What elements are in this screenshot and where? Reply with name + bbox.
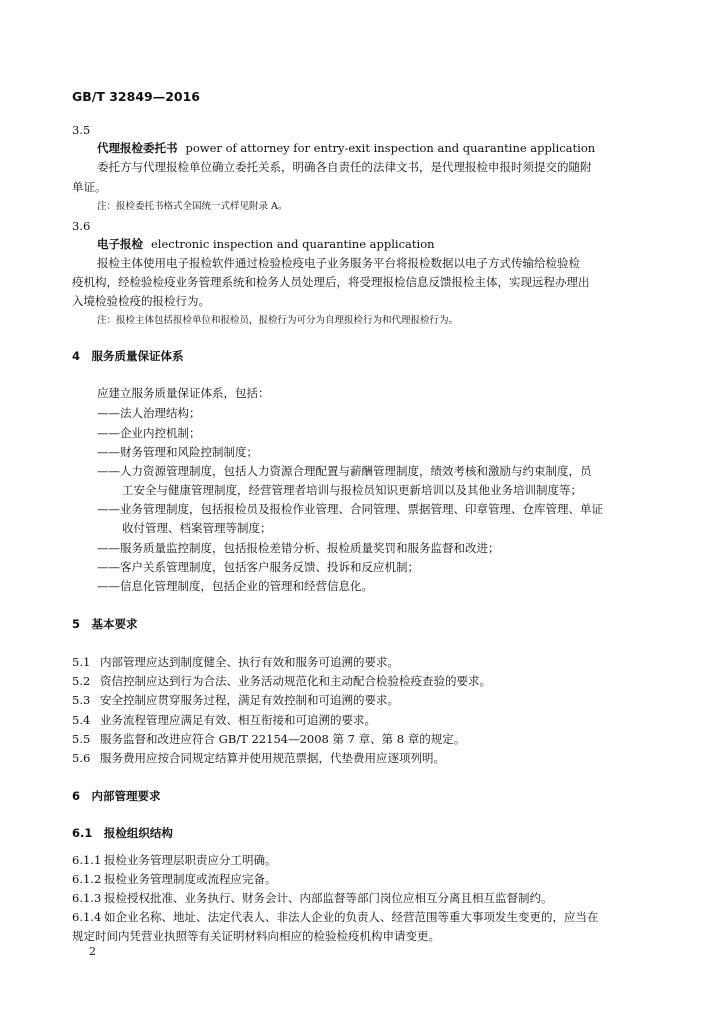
clause-text: 如企业名称、地址、法定代表人、非法人企业的负责人、经营范围等重大事项发生变更的，应当在	[104, 910, 599, 924]
clause-5-6	[72, 750, 445, 766]
clause-6-1-4	[72, 909, 599, 925]
section-4-item-continuation: 工安全与健康管理制度，经营管理者培训与报检员知识更新培训以及其他业务培训制度等；	[122, 483, 582, 497]
clause-number: 5.6	[72, 751, 91, 765]
clause-text: 服务监督和改进应符合 GB/T 22154—2008 第 7 章、第 8 章的规定。	[100, 732, 466, 746]
clause-number: 6.1.4	[72, 910, 102, 924]
clause-5-4	[72, 712, 376, 728]
standard-code-header: GB/T 32849—2016	[72, 89, 201, 104]
section-4-item: ——服务质量监控制度，包括报检差错分析、报检质量奖罚和服务监督和改进；	[97, 541, 500, 555]
def-3-5-body-line1: 委托方与代理报检单位确立委托关系，明确各自责任的法律文书，是代理报检申报时须提交的随附	[97, 160, 592, 174]
page-number: 2	[89, 945, 96, 958]
def-3-5-number: 3.5	[72, 123, 91, 137]
clause-text: 报检业务管理制度或流程应完备。	[104, 872, 277, 886]
clause-text: 报检业务管理层职责应分工明确。	[104, 853, 277, 867]
clause-text: 内部管理应达到制度健全、执行有效和服务可追溯的要求。	[100, 655, 399, 669]
clause-text: 报检授权批准、业务执行、财务会计、内部监督等部门岗位应相互分离且相互监督制约。	[104, 891, 553, 905]
def-3-5-term-zh: 代理报检委托书	[97, 141, 178, 155]
clause-5-3	[72, 692, 399, 708]
def-3-6-body-line2: 疫机构，经检验检疫业务管理系统和检务人员处理后，将受理报检信息反馈报检主体，实现远程办理出	[72, 275, 590, 289]
clause-number: 6.1.1	[72, 853, 102, 867]
section-4-item: ——信息化管理制度，包括企业的管理和经营信息化。	[97, 579, 373, 593]
def-3-6-body-line1: 报检主体使用电子报检软件通过检验检疫电子业务服务平台将报检数据以电子方式传输给检验检	[97, 256, 580, 270]
section-4-item-continuation: 收付管理、档案管理等制度；	[122, 521, 272, 535]
clause-text: 服务费用应按合同规定结算并使用规范票据，代垫费用应逐项列明。	[100, 751, 445, 765]
def-3-6-term-en: electronic inspection and quarantine application	[151, 237, 435, 251]
clause-number: 5.3	[72, 693, 91, 707]
def-3-6-term	[97, 236, 435, 252]
section-4-item: ——客户关系管理制度，包括客户服务反馈、投诉和反应机制；	[97, 560, 419, 574]
clause-text: 安全控制应贯穿服务过程，满足有效控制和可追溯的要求。	[100, 693, 399, 707]
section-6-1-heading: 6.1 报检组织结构	[72, 826, 173, 840]
def-3-6-number: 3.6	[72, 219, 91, 233]
clause-number: 5.5	[72, 732, 91, 746]
clause-6-1-1	[72, 852, 277, 868]
clause-number: 5.2	[72, 674, 91, 688]
clause-6-1-4-continuation: 规定时间内凭营业执照等有关证明材料向相应的检验检疫机构申请变更。	[72, 929, 440, 943]
section-4-item: ——财务管理和风险控制制度；	[97, 445, 258, 459]
def-3-5-term-en: power of attorney for entry-exit inspection and quarantine application	[185, 141, 596, 155]
clause-6-1-3	[72, 890, 553, 906]
clause-number: 6.1.3	[72, 891, 102, 905]
clause-5-2	[72, 673, 491, 689]
clause-text: 业务流程管理应满足有效、相互衔接和可追溯的要求。	[100, 713, 376, 727]
clause-5-5	[72, 731, 465, 747]
def-3-5-body-line2: 单证。	[72, 180, 107, 194]
section-4-item: ——业务管理制度，包括报检员及报检作业管理、合同管理、票据管理、印章管理、仓库管理、单证	[97, 502, 603, 516]
def-3-5-note: 注：报检委托书格式全国统一式样见附录 A。	[97, 201, 288, 212]
section-4-intro: 应建立服务质量保证体系，包括：	[97, 386, 270, 400]
def-3-6-term-zh: 电子报检	[97, 237, 143, 251]
clause-number: 5.1	[72, 655, 91, 669]
def-3-6-note: 注：报检主体包括报检单位和报检员，报检行为可分为自理报检行为和代理报检行为。	[97, 315, 459, 326]
section-6-heading: 6 内部管理要求	[72, 789, 161, 803]
def-3-5-term	[97, 140, 595, 156]
clause-number: 6.1.2	[72, 872, 102, 886]
clause-number: 5.4	[72, 713, 91, 727]
section-4-item: ——企业内控机制；	[97, 426, 201, 440]
section-4-item: ——人力资源管理制度，包括人力资源合理配置与薪酬管理制度，绩效考核和激励与约束制度，员	[97, 464, 592, 478]
section-4-item: ——法人治理结构；	[97, 406, 201, 420]
clause-6-1-2	[72, 871, 277, 887]
def-3-6-body-line3: 入境检验检疫的报检行为。	[72, 294, 210, 308]
section-5-heading: 5 基本要求	[72, 617, 138, 631]
clause-text: 资信控制应达到行为合法、业务活动规范化和主动配合检验检疫查验的要求。	[100, 674, 491, 688]
clause-5-1	[72, 654, 399, 670]
section-4-heading: 4 服务质量保证体系	[72, 349, 184, 363]
